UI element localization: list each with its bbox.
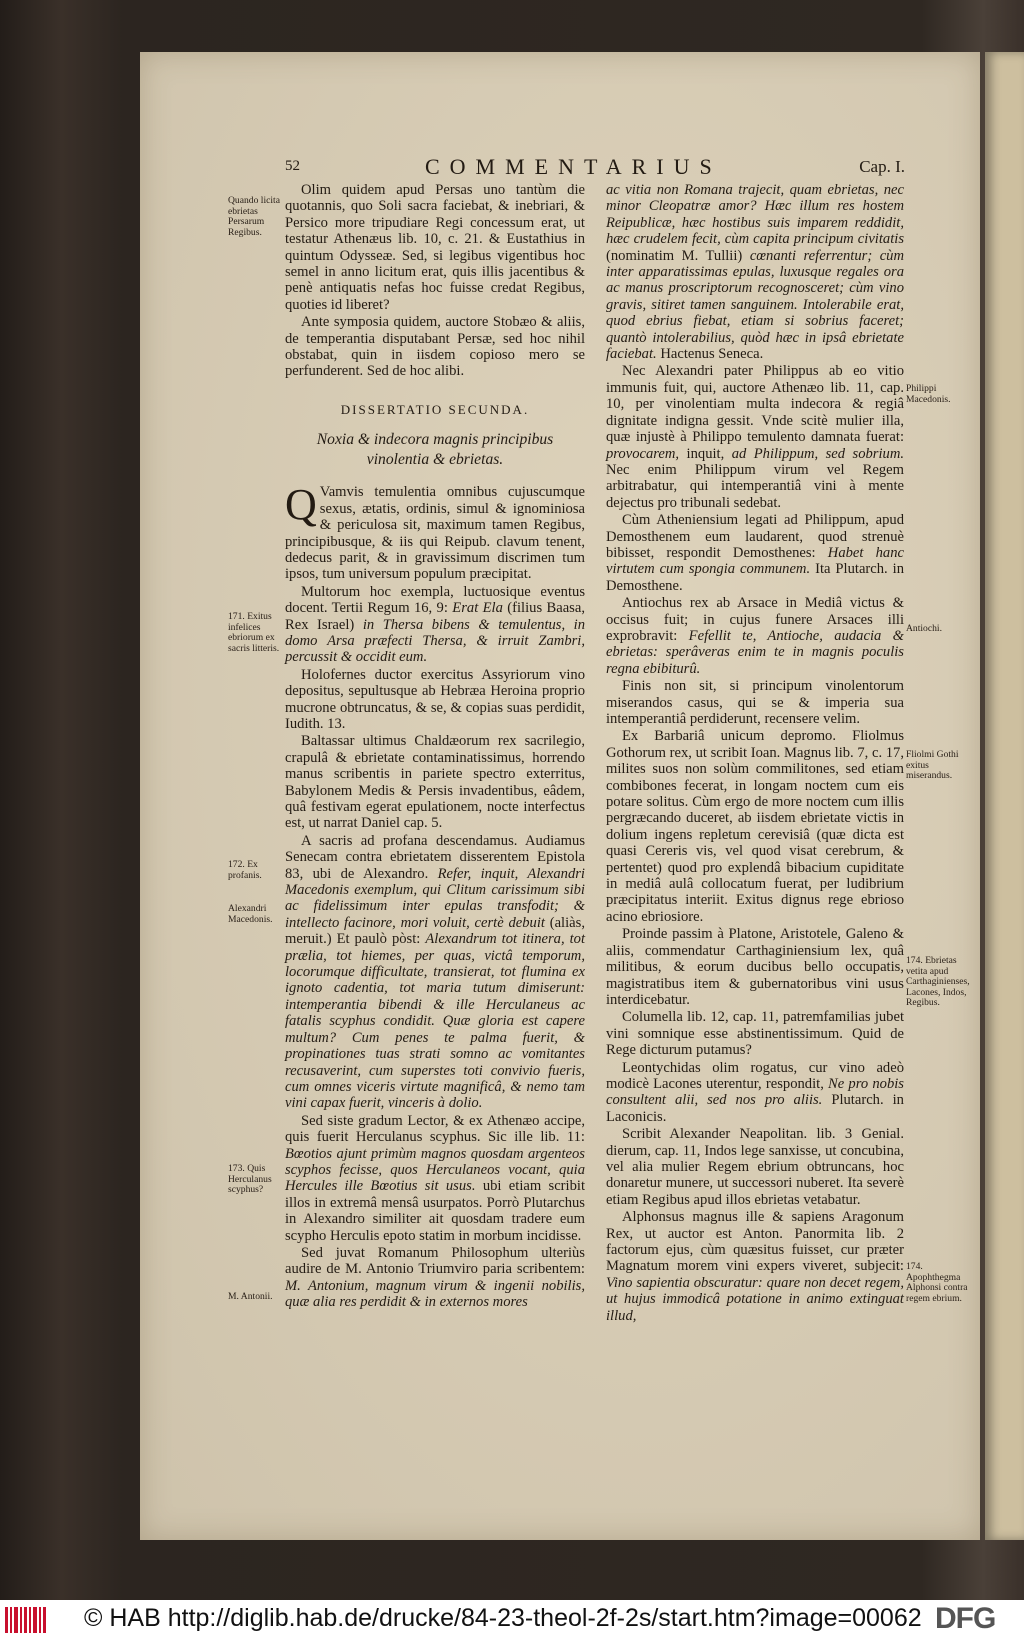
paragraph (606, 1209, 904, 1324)
italic-run: Erat Ela (452, 600, 503, 617)
text-run: Sed siste gradum Lector, & ex Athenæo accipe, quis fuerit Herculanus scyphus. Sic ille lib. 11: (285, 1112, 585, 1146)
dissertation-title: DISSERTATIO SECUNDA. (340, 401, 530, 417)
italic-run: Habet hanc virtutem cum spongia communem. (606, 544, 904, 578)
italic-run: Ne pro nobis consultent alii, sed nos pro aliis. (606, 1075, 904, 1109)
margin-note: Philippi Macedonis. (906, 383, 951, 405)
paragraph (285, 480, 585, 583)
text-run: Sed juvat Romanum Philosophum ulteriùs audire de M. Antonio Triumviro paria scribentem: (285, 1244, 585, 1278)
drop-cap: Q (285, 480, 317, 530)
margin-note: Antiochi. (906, 623, 942, 634)
text-run: Nec enim Philippum virum vel Regem arbitrabatur, qui intemperantiâ vini à mente dejectus pro tribunali sedebat. (606, 461, 904, 511)
text-run: Hactenus Seneca. (660, 346, 764, 363)
paragraph (606, 595, 904, 677)
next-page-edge (985, 52, 1024, 1540)
running-title: COMMENTARIUS (425, 154, 722, 179)
italic-run: ad Philippum, sed sobrium. (731, 445, 905, 462)
dfg-logo: DFG (935, 1602, 996, 1635)
paragraph: Holofernes ductor exercitus Assyriorum vino depositus, sepultusque ab Hebræa Heroina proprio mucrone obtruncatus, & se, & copias suas perdidit, Iudith. 13. (285, 666, 585, 732)
italic-run: Bœotios ajunt primùm magnos quosdam argenteos scyphos fecisse, quos Herculaneos vocant, quia Hercules ille Bœotius sit usus. (285, 1145, 585, 1195)
text-run: (filius Baasa, Rex Israel) (285, 600, 585, 633)
paragraph: Finis non sit, si principum vinolentorum miserandos casus, qui se & imperia sua intemperantiâ perdiderunt, recensere velim. (606, 678, 904, 727)
margin-note: Quando licita ebrietas Persarum Regibus. (228, 195, 280, 238)
running-head (285, 154, 905, 180)
italic-run: provocarem, (606, 445, 680, 462)
paragraph (285, 1113, 585, 1244)
italic-run: cœnanti referrentur; cùm inter apparatissimas epulas, luxusque regales ora ac manus proscriptorum recognosceret; cùm vino gravis, sitiret tamen sanguinem. Intolerabile erat, quod ebrius fiebat, etiam si sobrius faceret; quantò intolerabilius, quòd hæc in ipsâ ebrietate faciebat. (606, 247, 905, 363)
paragraph-text: Vamvis temulentia omnibus cujuscumque sexus, ætatis, ordinis, simul & ignominiosa & periculosa sit, maximum tamen Regibus, principibusque, & iis qui Reipub. clavum tenent, dedecus parit, & in gravissimum discrimen tum ipsos, tum universum populum præcipitat. (285, 484, 585, 583)
italic-run: Refer, inquit, Alexandri Macedonis exemplum, qui Clitum carissimum sibi ac fidelissimum inter epulas transfodit; & intellecto facinore, mori voluit, certè debuit (285, 865, 585, 931)
italic-run: Fefellit te, Antioche, audacia & ebrietas: sperâveras enim te in magnis poculis regna ebibiturû. (606, 627, 904, 677)
paragraph: Scribit Alexander Neapolitan. lib. 3 Genial. dierum, cap. 11, Indos lege sanxisse, ut concubina, vel alia mulier Regem ebrium obtruncans, hoc donaretur munere, ut successori nuberet. Ita severè etiam Regibus apud illos ebrietas vetabatur. (606, 1126, 904, 1208)
text-run: Leontychidas olim rogatus, cur vino adeò modicè Lacones uterentur, respondit, (606, 1059, 904, 1092)
dissertation-heading: Noxia & indecora magnis principibus vinolentia & ebrietas. (316, 431, 554, 469)
footer-bar (0, 1600, 1024, 1640)
paragraph (285, 1245, 585, 1311)
italic-run: ac vitia non Romana trajecit, quam ebrietas, nec minor Cleopatræ amor? Hæc illum res hostem Reipublicæ, hæc hostibus suis imparem reddidit, hæc crudelem fecit, cùm capita principum civitatis (606, 182, 904, 248)
margin-note: 172. Ex profanis. (228, 859, 262, 881)
margin-note: M. Antonii. (228, 1291, 273, 1302)
margin-note: 173. Quis Herculanus scyphus? (228, 1163, 272, 1196)
paragraph: Ex Barbariâ unicum depromo. Fliolmus Gothorum rex, ut scribit Ioan. Magnus lib. 7, c. 17, milites suos non solùm commilitones, sed etiam combibones fecerat, in longam noctem cum eis potare solitus. Cùm ergo de more noctem cum illis pergræcando duceret, ab iisdem ebrietate victis in dolium ingens repletum cerevisiâ (quæ dicta est quasi Cereris vis, vel quod visat cerebrum, & pertentet) quod pro explendâ bibacium cupiditate in mediâ aulâ collocatum fuerat, per ludibrium præcipitatus interiit. Exitus dignus rege ebrioso acino ebriosiore. (606, 728, 904, 925)
footer-source-link[interactable]: © HAB http://diglib.hab.de/drucke/84-23-theol-2f-2s/start.htm?image=00062 (84, 1604, 922, 1632)
margin-note: 174. Apophthegma Alphonsi contra regem ebrium. (906, 1261, 968, 1304)
paragraph: Proinde passim à Platone, Aristotele, Galeno & aliis, commendatur Carthaginiensium lex, quâ militibus, & eorum ducibus bello occupatis, magistratibus item & gubernatoribus vini usus interdicebatur. (606, 926, 904, 1008)
paragraph: Olim quidem apud Persas uno tantùm die quotannis, quo Soli sacra faciebat, & inebriari, & Persico more tripudiare Regi concessum erat, ut testatur Athenæus lib. 10, c. 21. & Eustathius in quintum Odysseæ. Sed, si legibus vigentibus hoc semel in anno licitum erat, quis illis jacentibus & penè antiquatis nefas hoc fuisse credat Regibus, quoties id liberet? (285, 182, 585, 313)
text-run: (aliàs, meruit.) Et paulò pòst: (285, 914, 585, 948)
barcode-icon (4, 1605, 48, 1635)
paragraph (606, 512, 904, 594)
text-run: Ita Plutarch. in Demosthene. (606, 561, 904, 594)
italic-run: in Thersa bibens & temulentus, in domo Arsa præfecti Thersa, & irruit Zambri, percussit & occidit eum. (285, 616, 585, 666)
text-run: A sacris ad profana descendamus. Audiamus Senecam contra ebrietatem disserentem Epistola 83, ubi de Alexandro. (285, 832, 585, 882)
margin-note: Fliolmi Gothi exitus miserandus. (906, 749, 959, 782)
paragraph: Columella lib. 12, cap. 11, patremfamilias jubet vini somnique esse abstinentissimum. Quid de Rege dicturum putamus? (606, 1009, 904, 1059)
paragraph: Baltassar ultimus Chaldæorum rex sacrilegio, crapulâ & ebrietate contaminatissimus, horrendo manus scribentis in pariete spectro exterritus, Babylonem Medis & Persis invadentibus, eâdem, quâ festivam egerat epulationem, nocte interfectus est, ut narrat Daniel cap. 5. (285, 733, 585, 832)
chapter-label: Cap. I. (859, 157, 905, 176)
page-number: 52 (285, 158, 300, 174)
text-run: Cùm Atheniensium legati ad Philippum, apud Demosthenem eum laudarent, quod strenuè bibisset, respondit Demosthenes: (606, 512, 904, 561)
margin-note: 171. Exitus infelices ebriorum ex sacris litteris. (228, 611, 280, 654)
italic-run: Vino sapientia obscuratur: quare non decet regem, ut hujus immodicâ potatione in animo extinguat illud, (606, 1274, 904, 1324)
paragraph (606, 182, 904, 362)
left-text-column (285, 182, 585, 1311)
paragraph (285, 833, 585, 1112)
paragraph (606, 363, 904, 511)
italic-run: Alexandrum tot itinera, tot prælia, tot hiemes, per quas, victâ temporum, locorumque difficultate, transierat, tot flumina ex ignoto cadentia, tot maria tutum dimiserunt: intemperantia bibendi & ille Herculaneus ac fatalis scyphus condidit. Quæ gloria est capere multum? Cum penes te palma fuerit, & propinationes tuas strati somno ac vomitantes recusaverint, cum superstes toti convivio fueris, cum omnes viceris virtute magnificâ, & nemo tam vini capax fuerit, vinceris à dolio. (285, 931, 586, 1112)
margin-note: Alexandri Macedonis. (228, 903, 273, 925)
text-run: ubi etiam scribit illos in extremâ mensâ usurpatos. Porrò Plutarchus in Alexandro similiter ait quosdam tradere eum scypho Herculis epoto statim in morbum incidisse. (285, 1178, 585, 1244)
paragraph: Ante symposia quidem, auctore Stobæo & aliis, de temperantia disputabant Persæ, sed hoc nihil obstabat, quin in iisdem copioso mero se perfunderent. Sed de hoc alibi. (285, 314, 585, 380)
text-run: Nec Alexandri pater Philippus ab eo vitio immunis fuit, qui, auctore Athenæo lib. 11, cap. 10, per vinolentiam multa indecora & regiâ dignitate indigna gessit. Vnde scitè mulier illa, quæ injustè à Philippo temulento damnata fuerat: (606, 363, 904, 446)
text-run: inquit, (686, 445, 725, 462)
text-run: Alphonsus magnus ille & sapiens Aragonum Rex, ut auctor est Anton. Panormita lib. 2 factorum ejus, cùm quæsitus fuisset, cur præter Magnatum morem vini expers viveret, subjecit: (606, 1209, 904, 1275)
italic-run: M. Antonium, magnum virum & ingenii nobilis, quæ alia res perdidit & in externos mores (285, 1277, 585, 1311)
text-run: Plutarch. in Laconicis. (606, 1092, 904, 1125)
paragraph (606, 1060, 904, 1126)
paragraph (285, 584, 585, 666)
text-run: Antiochus rex ab Arsace in Mediâ victus & occisus fuit; in cujus funere Arsaces illi exprobravit: (606, 595, 904, 644)
text-run: (nominatim M. Tullii) (606, 247, 743, 264)
margin-note: 174. Ebrietas vetita apud Carthaginienses, Lacones, Indos, Regibus. (906, 955, 970, 1009)
right-text-column (606, 182, 904, 1324)
text-run: Multorum hoc exempla, luctuosique eventus docent. Tertii Regum 16, 9: (285, 583, 585, 617)
